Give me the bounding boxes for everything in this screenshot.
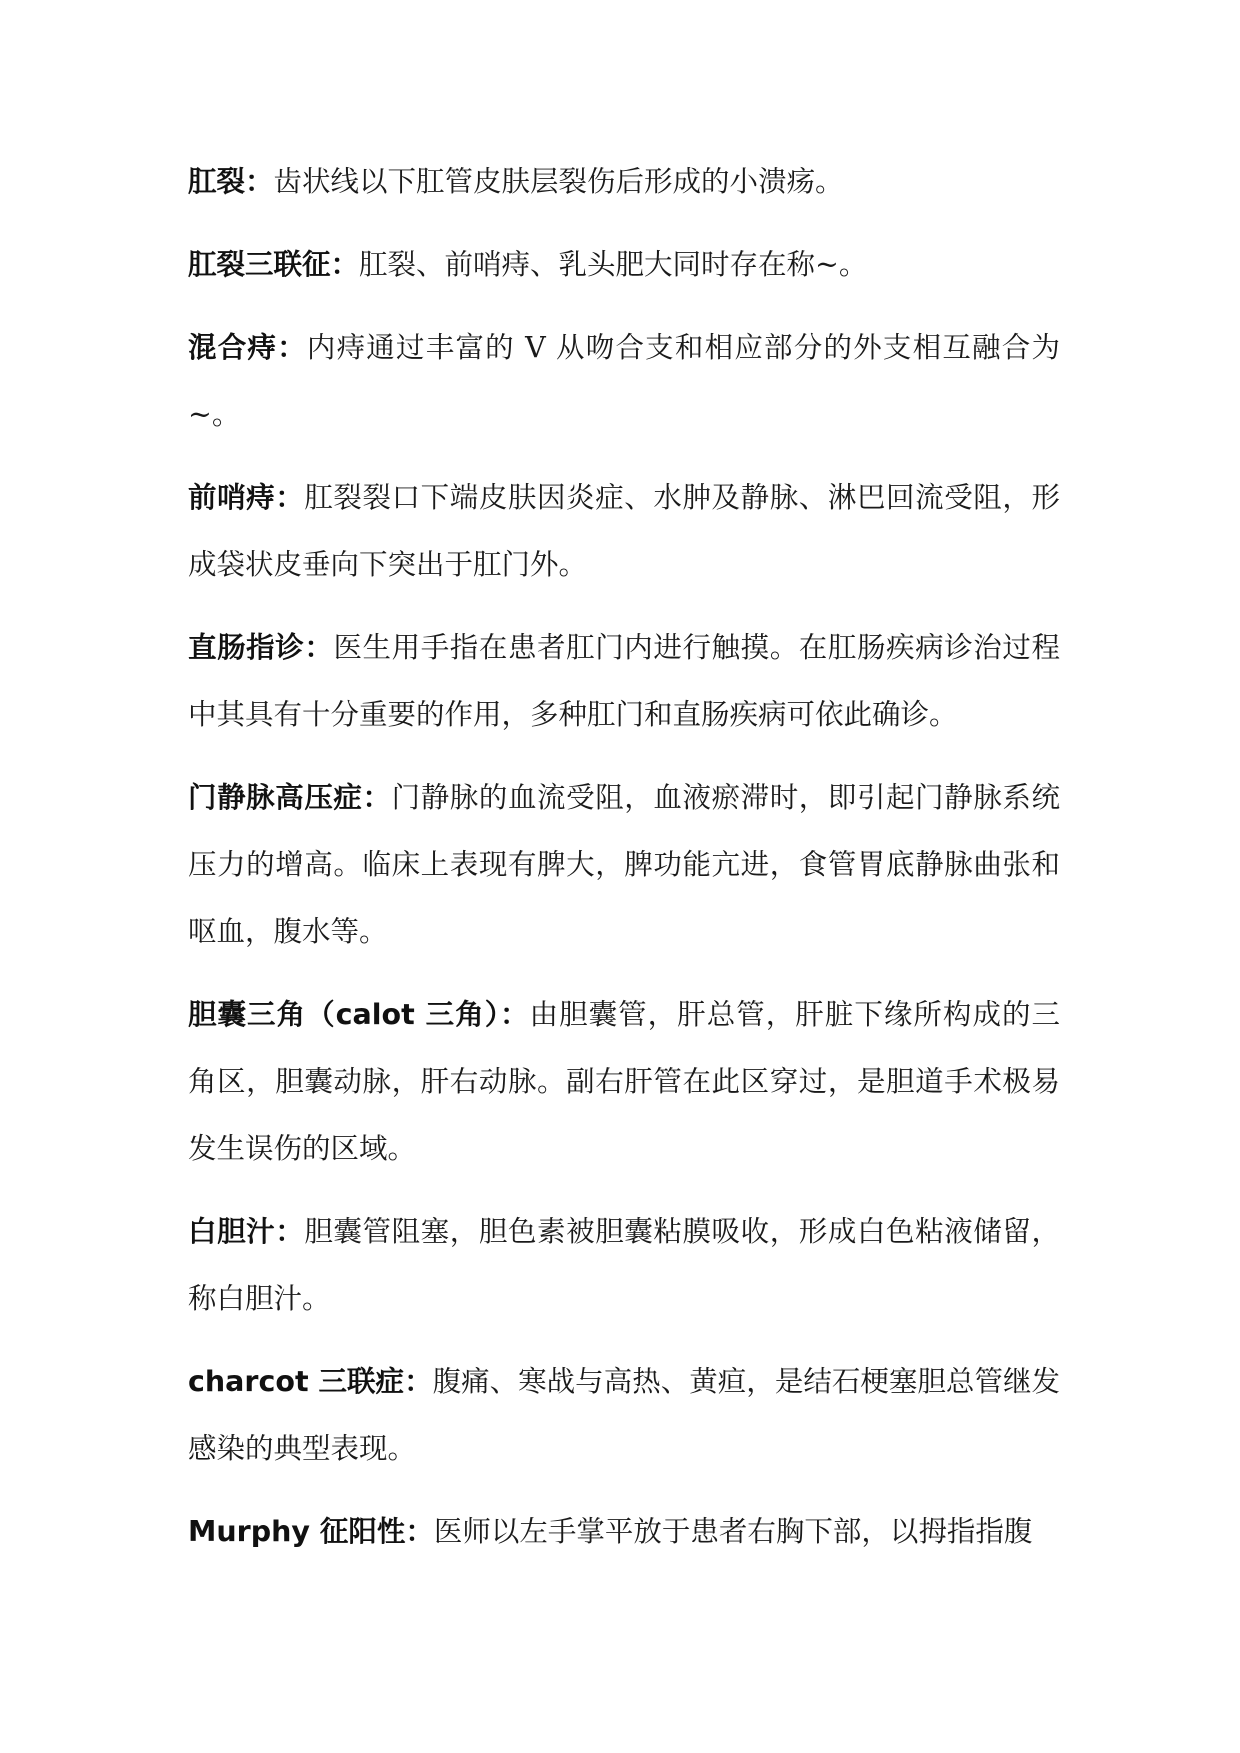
glossary-entry (188, 231, 1060, 298)
term: 白胆汁： (188, 1215, 305, 1248)
definition: 医生用手指在患者肛门内进行触摸。在肛肠疾病诊治过程中其具有十分重要的作用，多种肛门和直肠疾病可依此确诊。 (188, 631, 1060, 731)
definition: 胆囊管阻塞，胆色素被胆囊粘膜吸收，形成白色粘液储留，称白胆汁。 (188, 1215, 1060, 1315)
term: Murphy 征阳性： (188, 1515, 434, 1548)
glossary-entry (188, 614, 1060, 748)
definition: 由胆囊管，肝总管，肝脏下缘所构成的三角区，胆囊动脉，肝右动脉。副右肝管在此区穿过，是胆道手术极易发生误伤的区域。 (188, 998, 1060, 1165)
glossary-entry (188, 1348, 1060, 1482)
term: 混合痔： (188, 331, 307, 364)
term: 胆囊三角（calot 三角）： (188, 998, 530, 1031)
glossary-entry (188, 1198, 1060, 1332)
term: 直肠指诊： (188, 631, 334, 664)
definition: 腹痛、寒战与高热、黄疸，是结石梗塞胆总管继发感染的典型表现。 (188, 1365, 1060, 1465)
definition: 门静脉的血流受阻，血液瘀滞时，即引起门静脉系统压力的增高。临床上表现有脾大，脾功能亢进，食管胃底静脉曲张和呕血，腹水等。 (188, 781, 1060, 948)
glossary-entry (188, 764, 1060, 965)
definition: 肛裂裂口下端皮肤因炎症、水肿及静脉、淋巴回流受阻，形成袋状皮垂向下突出于肛门外。 (188, 481, 1060, 581)
glossary-entry (188, 1498, 1060, 1565)
term: charcot 三联症： (188, 1365, 433, 1398)
term: 肛裂三联征： (188, 248, 360, 281)
definition: 齿状线以下肛管皮肤层裂伤后形成的小溃疡。 (273, 165, 844, 198)
term: 门静脉高压症： (188, 781, 392, 814)
term: 前哨痔： (188, 481, 305, 514)
glossary-entry (188, 148, 1060, 215)
definition: 内痔通过丰富的 V 从吻合支和相应部分的外支相互融合为~。 (188, 331, 1060, 431)
glossary-entry (188, 314, 1060, 448)
glossary-entry (188, 464, 1060, 598)
definition: 医师以左手掌平放于患者右胸下部，以拇指指腹 (433, 1515, 1033, 1548)
glossary-entry (188, 981, 1060, 1182)
term: 肛裂： (188, 165, 274, 198)
document-page (188, 148, 1060, 1581)
definition: 肛裂、前哨痔、乳头肥大同时存在称~。 (359, 248, 868, 281)
